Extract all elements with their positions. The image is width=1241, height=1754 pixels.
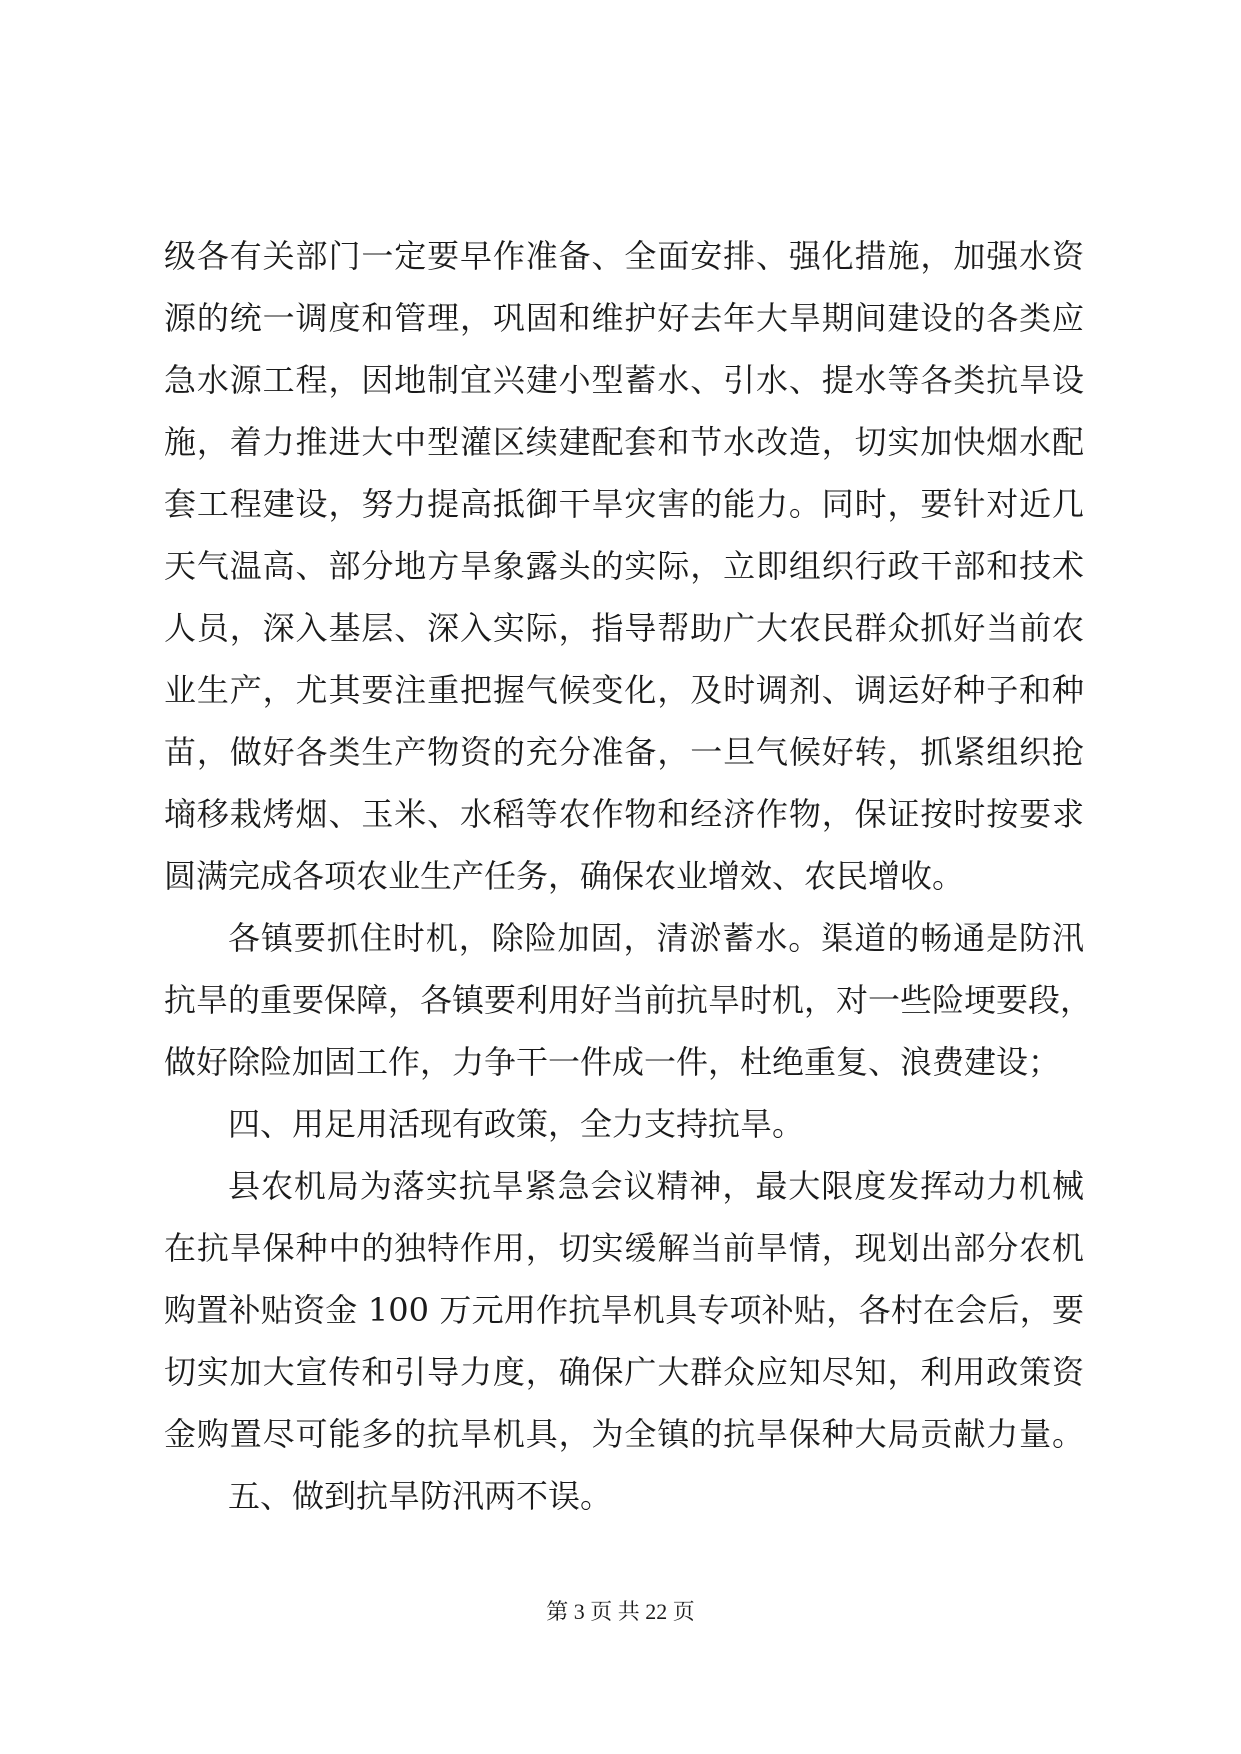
page-footer: 第 3 页 共 22 页 [546,1599,695,1624]
text-line: 切实加大宣传和引导力度，确保广大群众应知尽知，利用政策资 [164,1353,1084,1391]
text-line: 各镇要抓住时机，除险加固，清淤蓄水。渠道的畅通是防汛 [228,919,1084,957]
text-line: 五、做到抗旱防汛两不误。 [228,1477,613,1515]
text-line: 圆满完成各项农业生产任务，确保农业增效、农民增收。 [164,857,965,895]
text-line: 业生产，尤其要注重把握气候变化，及时调剂、调运好种子和种 [164,671,1084,709]
text-line: 金购置尽可能多的抗旱机具，为全镇的抗旱保种大局贡献力量。 [164,1415,1084,1453]
document-body [164,225,1093,1527]
text-line: 墒移栽烤烟、玉米、水稻等农作物和经济作物，保证按时按要求 [164,795,1084,833]
text-line: 购置补贴资金 100 万元用作抗旱机具专项补贴，各村在会后，要 [164,1291,1084,1329]
text-line: 天气温高、部分地方旱象露头的实际，立即组织行政干部和技术 [164,547,1084,585]
text-line: 套工程建设，努力提高抵御干旱灾害的能力。同时，要针对近几 [164,485,1084,523]
text-line: 在抗旱保种中的独特作用，切实缓解当前旱情，现划出部分农机 [164,1229,1084,1267]
text-line: 抗旱的重要保障，各镇要利用好当前抗旱时机，对一些险埂要段， [164,981,1093,1019]
text-line: 人员，深入基层、深入实际，指导帮助广大农民群众抓好当前农 [164,609,1084,647]
text-line: 级各有关部门一定要早作准备、全面安排、强化措施，加强水资 [164,237,1084,275]
text-line: 急水源工程，因地制宜兴建小型蓄水、引水、提水等各类抗旱设 [164,361,1084,399]
text-line: 苗，做好各类生产物资的充分准备，一旦气候好转，抓紧组织抢 [164,733,1084,771]
text-line: 县农机局为落实抗旱紧急会议精神，最大限度发挥动力机械 [228,1167,1084,1205]
text-line: 施，着力推进大中型灌区续建配套和节水改造，切实加快烟水配 [164,423,1084,461]
text-line: 四、用足用活现有政策，全力支持抗旱。 [228,1105,805,1143]
text-line: 源的统一调度和管理，巩固和维护好去年大旱期间建设的各类应 [164,299,1084,337]
text-line: 做好除险加固工作，力争干一件成一件，杜绝重复、浪费建设； [164,1043,1061,1081]
